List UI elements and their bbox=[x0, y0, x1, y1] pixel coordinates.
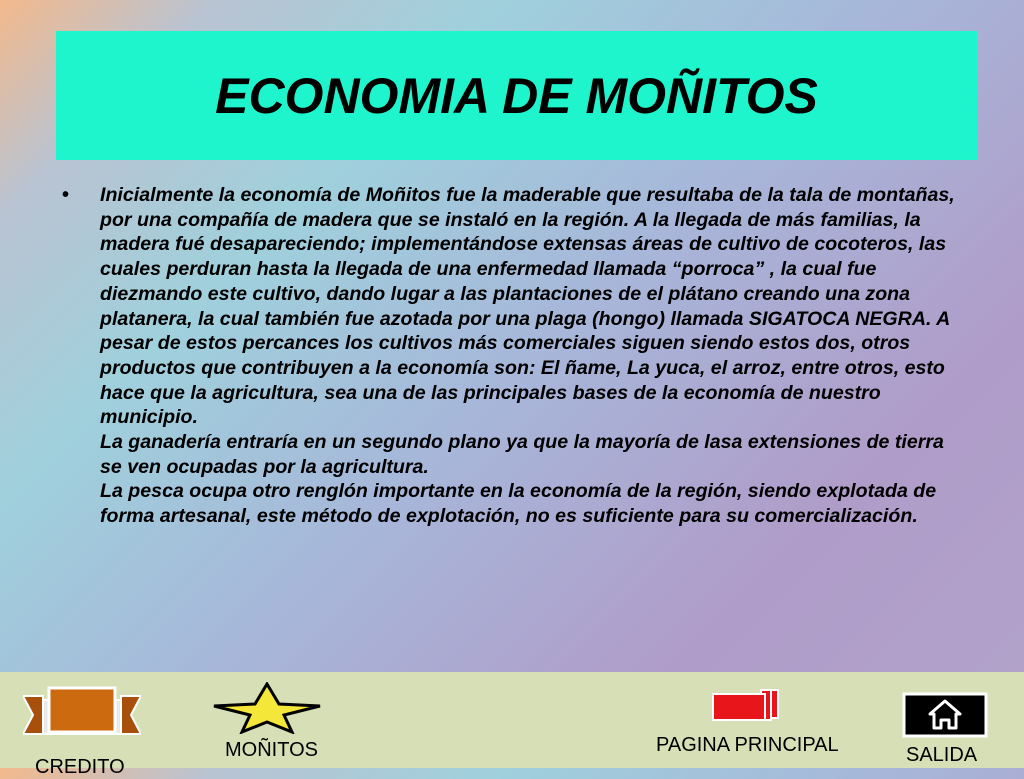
paragraph-economia: Inicialmente la economía de Moñitos fue la maderable que resultaba de la tala de montañas, por una compañía de madera que se instaló en la región. A la llegada de más familias, la madera fué desapareciendo; implementándose extensas áreas de cultivo de cocoteros, las cuales perduran hasta la llegada de una enfermedad llamada “porroca” , la cual fue diezmando este cultivo, dando lugar a las plantaciones de el plátano creando una zona platanera, la cual también fue azotada por una plaga (hongo) llamada SIGATOCA NEGRA. A pesar de estos percances los cultivos más comerciales siguen siendo estos dos, otros productos que contribuyen a la economía son: El ñame, La yuca, el arroz, entre otros, esto hace que la agricultura, sea una de las principales bases de la economía de nuestro municipio. bbox=[100, 184, 955, 429]
body-text bbox=[100, 183, 962, 529]
monitos-button[interactable] bbox=[212, 680, 337, 762]
star-icon bbox=[212, 682, 322, 734]
title-banner bbox=[56, 31, 977, 160]
credito-button[interactable] bbox=[20, 682, 145, 778]
monitos-label: MOÑITOS bbox=[225, 739, 318, 761]
footer-nav bbox=[0, 672, 1024, 778]
pagina-principal-button[interactable] bbox=[655, 684, 855, 760]
red-card-stack-icon bbox=[711, 684, 781, 724]
scroll-banner-icon bbox=[23, 686, 141, 746]
paragraph-ganaderia: La ganadería entraría en un segundo plano ya que la mayoría de lasa extensiones de tierra se ven ocupadas por la agricultura. bbox=[100, 431, 944, 478]
pagina-principal-label: PAGINA PRINCIPAL bbox=[656, 734, 839, 756]
slide-body bbox=[62, 183, 962, 529]
salida-button[interactable] bbox=[900, 692, 995, 768]
paragraph-pesca: La pesca ocupa otro renglón importante en la economía de la región, siendo explotada de forma artesanal, este método de explotación, no es suficiente para su comercialización. bbox=[100, 480, 937, 528]
slide-title: ECONOMIA DE MOÑITOS bbox=[215, 67, 818, 124]
salida-label: SALIDA bbox=[906, 744, 978, 766]
bullet-marker: • bbox=[62, 184, 70, 206]
home-icon bbox=[902, 692, 988, 738]
credito-label: CREDITO bbox=[35, 756, 125, 778]
